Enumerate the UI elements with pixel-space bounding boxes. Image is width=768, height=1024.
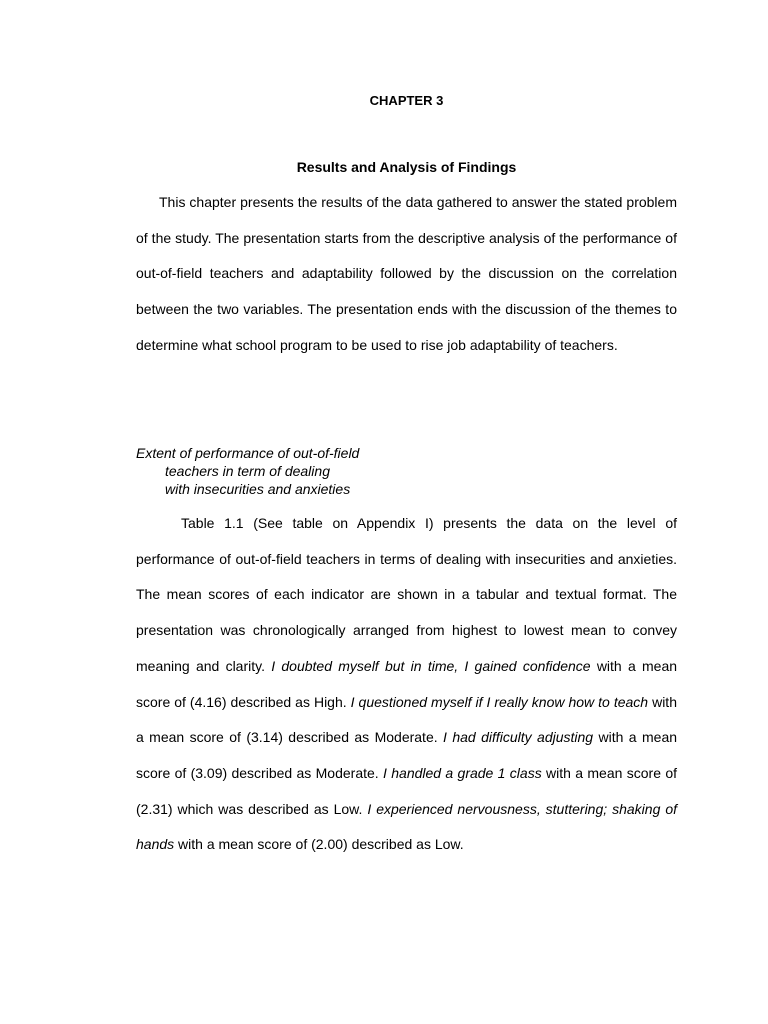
table-intro-text: Table 1.1 (See table on Appendix I) presents the data on the level of performance of out-of-field teachers in terms of dealing with insecurities and anxieties. The mean scores of each indicator are shown in a tabular and textual format. The presentation was chronologically arranged from highest to lowest mean to convey meaning and clarity. [136, 515, 677, 674]
indicator-statement: I experienced nervousness, stuttering; shaking of hands [136, 800, 678, 853]
table-discussion-paragraph [136, 506, 677, 863]
indicator-result: with a mean score of (3.09) described as Moderate. [136, 729, 678, 781]
subsection-heading-line: Extent of performance of out-of-field [136, 445, 360, 461]
indicator-statement: I doubted myself but in time, I gained confidence [271, 657, 591, 674]
subsection-heading-line: teachers in term of dealing [165, 463, 330, 479]
indicator-result: with a mean score of (3.14) described as Moderate. [136, 693, 677, 746]
indicator-statement: I had difficulty adjusting [443, 729, 594, 746]
subsection-heading-line: with insecurities and anxieties [165, 481, 351, 497]
indicator-result: with a mean score of (2.00) described as Low. [174, 836, 464, 853]
chapter-title: Results and Analysis of Findings [296, 159, 517, 175]
indicator-result: with a mean score of (4.16) described as High. [136, 657, 678, 710]
indicator-statement: I questioned myself if I really know how to teach [350, 693, 649, 710]
indicator-statement: I handled a grade 1 class [383, 764, 542, 781]
intro-paragraph: This chapter presents the results of the data gathered to answer the stated problem of the study. The presentation starts from the descriptive analysis of the performance of out-of-field teachers and adaptability followed by the discussion on the correlation between the two variables. The presentation ends with the discussion of the themes to determine what school program to be used to rise job adaptability of teachers. [136, 194, 677, 353]
subsection-heading [136, 444, 536, 498]
indicator-result: with a mean score of (2.31) which was described as Low. [136, 764, 677, 817]
chapter-label: CHAPTER 3 [369, 93, 444, 108]
